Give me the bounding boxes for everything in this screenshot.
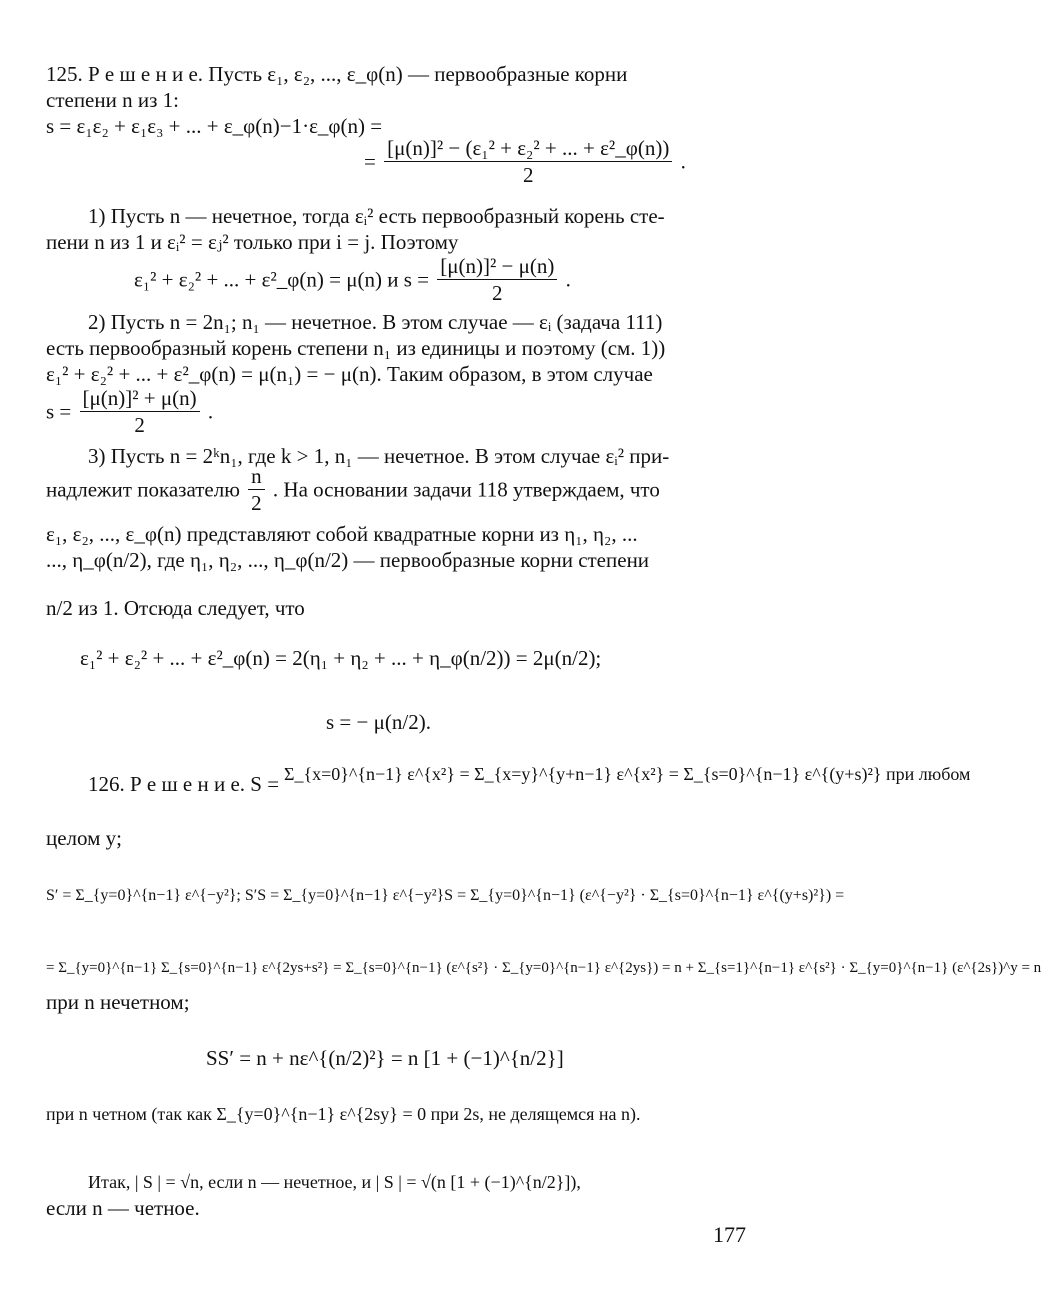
formula-126-sprime: S′ = Σ_{y=0}^{n−1} ε^{−y²}; S′S = Σ_{y=0}^{n−1} ε^{−y²}S = Σ_{y=0}^{n−1} (ε^{−y²} · Σ_{s=0}^{n−1} ε^{(y+s)²}) = xyxy=(46,887,845,904)
line-case3-4: ..., η_φ(n/2), где η₁, η₂, ..., η_φ(n/2) — первообразные корни степени xyxy=(46,548,650,572)
line-case1-2: пени n из 1 и εᵢ² = εⱼ² только при i = j. Поэтому xyxy=(46,230,459,254)
formula-126-sums: Σ_{x=0}^{n−1} ε^{x²} = Σ_{x=y}^{y+n−1} ε^{x²} = Σ_{s=0}^{n−1} ε^{(y+s)²} при любом xyxy=(284,764,971,784)
fraction-numerator: [μ(n)]² − μ(n) xyxy=(437,254,557,280)
fraction-numerator: [μ(n)]² − (ε₁² + ε₂² + ... + ε²_φ(n)) xyxy=(384,136,672,162)
line-126-last: если n — четное. xyxy=(46,1196,200,1220)
fraction-denominator: 2 xyxy=(492,281,503,305)
formula-case3-1: ε₁² + ε₂² + ... + ε²_φ(n) = 2(η₁ + η₂ + ... + η_φ(n/2)) = 2μ(n/2); xyxy=(80,646,602,670)
formula-126-expansion: = Σ_{y=0}^{n−1} Σ_{s=0}^{n−1} ε^{2ys+s²} = Σ_{s=0}^{n−1} (ε^{s²} · Σ_{y=0}^{n−1} ε^{2ys}) = n + Σ_{s=1}^{n−1} ε^{s²} · Σ_{y=0}^{n−1} (ε^{2s})^y = n xyxy=(46,960,1041,976)
fraction xyxy=(248,464,265,515)
line-125-3: s = ε₁ε₂ + ε₁ε₃ + ... + ε_φ(n)−1·ε_φ(n) = xyxy=(46,114,383,138)
formula-case2-left: s = xyxy=(46,399,72,424)
line-125-1: 125. Р е ш е н и е. Пусть ε₁, ε₂, ..., ε_φ(n) — первообразные корни xyxy=(46,62,628,86)
line-126-odd: при n нечетном; xyxy=(46,990,190,1014)
fraction-denominator: 2 xyxy=(522,163,534,187)
fraction xyxy=(80,386,200,437)
page-number: 177 xyxy=(713,1222,746,1247)
line-case1-1: 1) Пусть n — нечетное, тогда εᵢ² есть первообразный корень сте- xyxy=(88,204,665,228)
fraction-numerator: n xyxy=(248,464,265,490)
line-case3-5: n/2 из 1. Отсюда следует, что xyxy=(46,596,305,620)
formula-125-fraction: = $\frac{\text{[μ(n)]² − (ε₁² + ε₂² + ... + ε²\_φ(n))}}{2}$ . xyxy=(364,136,686,187)
fraction-numerator: [μ(n)]² + μ(n) xyxy=(80,386,200,412)
formula-case3-2: s = − μ(n/2). xyxy=(326,710,431,734)
formula-126-ssprime: SS′ = n + nε^{(n/2)²} = n [1 + (−1)^{n/2}] xyxy=(206,1046,564,1070)
line-126-1 xyxy=(88,772,279,796)
line-case3-1: 3) Пусть n = 2ᵏn₁, где k > 1, n₁ — нечетное. В этом случае εᵢ² при- xyxy=(88,444,670,468)
line-126-conclusion: Итак, | S | = √n, если n — нечетное, и | S | = √(n [1 + (−1)^{n/2}]), xyxy=(88,1172,581,1192)
line-case3-2-text: надлежит показателю xyxy=(46,477,240,502)
line-125-2: степени n из 1: xyxy=(46,88,179,112)
line-case2-3: ε₁² + ε₂² + ... + ε²_φ(n) = μ(n₁) = − μ(n). Таким образом, в этом случае xyxy=(46,362,653,386)
fraction-denominator: 2 xyxy=(251,491,262,515)
line-case2-2: есть первообразный корень степени n₁ из единицы и поэтому (см. 1)) xyxy=(46,336,666,360)
fraction xyxy=(384,136,672,187)
line-126-even: при n четном (так как Σ_{y=0}^{n−1} ε^{2sy} = 0 при 2s, не делящемся на n). xyxy=(46,1104,641,1124)
line-case2-1: 2) Пусть n = 2n₁; n₁ — нечетное. В этом случае — εᵢ (задача 111) xyxy=(88,310,663,334)
line-case3-3: ε₁, ε₂, ..., ε_φ(n) представляют собой квадратные корни из η₁, η₂, ... xyxy=(46,522,638,546)
line-126-1-lead: 126. Р е ш е н и е. S = xyxy=(88,772,280,796)
line-case3-2 xyxy=(46,464,660,515)
line-126-2: целом y; xyxy=(46,826,123,850)
fraction xyxy=(437,254,557,305)
formula-case1-left: ε₁² + ε₂² + ... + ε²_φ(n) = μ(n) и s = xyxy=(134,267,429,292)
formula-case2: s = $\frac{\text{[μ(n)]² + μ(n)}}{2}$ . xyxy=(46,386,214,437)
formula-case1: ε₁² + ε₂² + ... + ε²_φ(n) = μ(n) и s = $\frac{\text{[μ(n)]² − μ(n)}}{2}$ . xyxy=(134,254,571,305)
fraction-denominator: 2 xyxy=(134,413,145,437)
line-case3-2-rest: . На основании задачи 118 утверждаем, что xyxy=(272,477,660,502)
